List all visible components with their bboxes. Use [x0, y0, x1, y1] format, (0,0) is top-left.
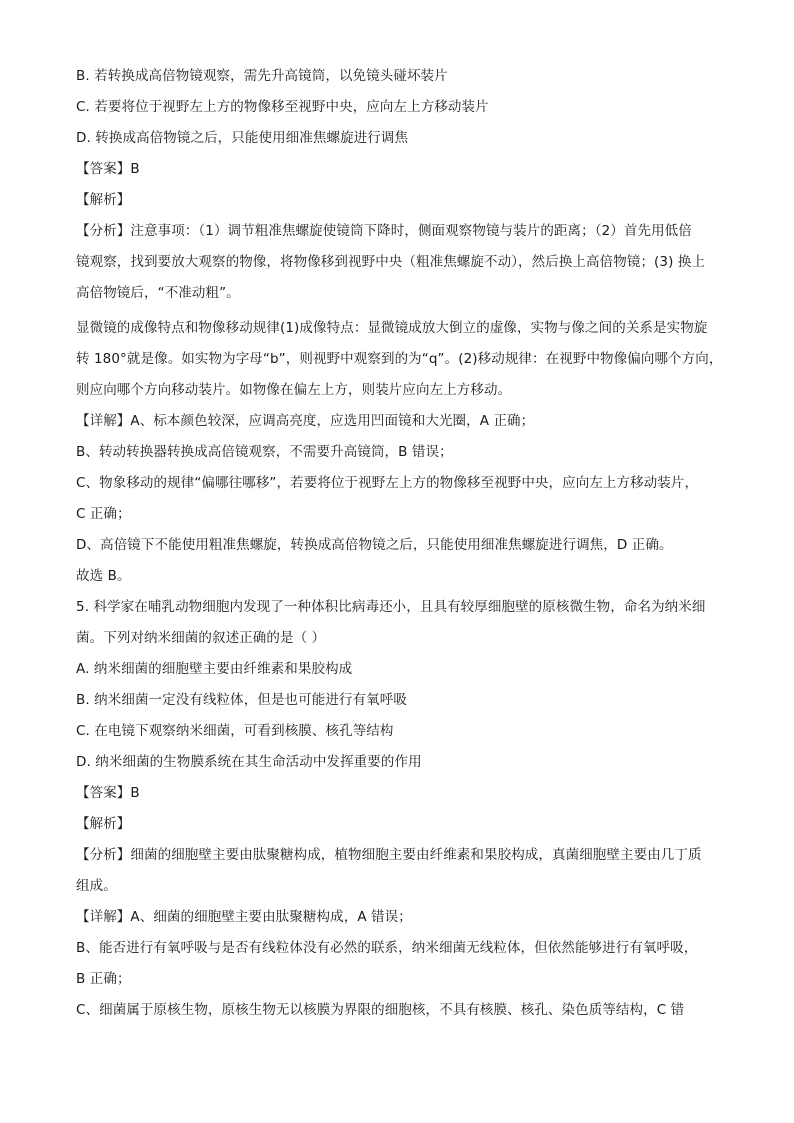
analysis-text-line: 【分析】注意事项：（1）调节粗准焦螺旋使镜筒下降时，侧面观察物镜与装片的距离；（2）首先用低倍: [76, 223, 692, 239]
microscope-text-line: 则应向哪个方向移动装片。如物像在偏左上方，则装片应向左上方移动。: [76, 382, 512, 398]
analysis-header: 【解析】: [76, 192, 131, 208]
option-b-line: B. 纳米细菌一定没有线粒体，但是也可能进行有氧呼吸: [76, 692, 407, 708]
detail-line: C 正确；: [76, 506, 131, 522]
option-c-line: C. 若要将位于视野左上方的物像移至视野中央，应向左上方移动装片: [76, 99, 489, 115]
answer-line: 【答案】B: [76, 161, 140, 177]
option-a-line: A. 纳米细菌的细胞壁主要由纤维素和果胶构成: [76, 661, 353, 677]
analysis-text-line: 镜观察，找到要放大观察的物像，将物像移到视野中央（粗准焦螺旋不动），然后换上高倍物镜；(3) 换上: [76, 254, 706, 270]
conclusion-line: 故选 B。: [76, 568, 131, 584]
detail-line: C、物象移动的规律“偏哪往哪移”，若要将位于视野左上方的物像移至视野中央，应向左上方移动装片，: [76, 475, 699, 491]
detail-line: D、高倍镜下不能使用粗准焦螺旋，转换成高倍物镜之后，只能使用细准焦螺旋进行调焦，D 正确。: [76, 537, 673, 553]
option-d-line: D. 转换成高倍物镜之后，只能使用细准焦螺旋进行调焦: [76, 130, 409, 146]
question-5-stem: 5. 科学家在哺乳动物细胞内发现了一种体积比病毒还小，且具有较厚细胞壁的原核微生物，命名为纳米细: [76, 599, 706, 615]
microscope-text-line: 转 180°就是像。如实物为字母“b”，则视野中观察到的为“q”。(2)移动规律：在视野中物像偏向哪个方向，: [76, 351, 723, 367]
detail-line: 【详解】A、细菌的细胞壁主要由肽聚糖构成，A 错误；: [76, 909, 412, 925]
answer-line: 【答案】B: [76, 785, 140, 801]
option-d-line: D. 纳米细菌的生物膜系统在其生命活动中发挥重要的作用: [76, 754, 422, 770]
option-c-line: C. 在电镜下观察纳米细菌，可看到核膜、核孔等结构: [76, 723, 394, 739]
analysis-text-line: 高倍物镜后，“不准动粗”。: [76, 285, 240, 301]
analysis-text-line: 组成。: [76, 878, 117, 894]
question-5-stem: 菌。下列对纳米细菌的叙述正确的是（ ）: [76, 630, 326, 646]
option-b-line: B. 若转换成高倍物镜观察，需先升高镜筒，以免镜头碰坏装片: [76, 68, 448, 84]
detail-line: C、细菌属于原核生物，原核生物无以核膜为界限的细胞核，不具有核膜、核孔、染色质等结构，C 错: [76, 1002, 685, 1018]
analysis-header: 【解析】: [76, 816, 131, 832]
detail-line: B、能否进行有氧呼吸与是否有线粒体没有必然的联系，纳米细菌无线粒体，但依然能够进行有氧呼吸，: [76, 940, 698, 956]
analysis-text-line: 【分析】细菌的细胞壁主要由肽聚糖构成，植物细胞主要由纤维素和果胶构成，真菌细胞壁主要由几丁质: [76, 847, 702, 863]
detail-line: 【详解】A、标本颜色较深，应调高亮度，应选用凹面镜和大光圈，A 正确；: [76, 413, 535, 429]
detail-line: B、转动转换器转换成高倍镜观察，不需要升高镜筒，B 错误；: [76, 444, 453, 460]
detail-line: B 正确；: [76, 971, 131, 987]
microscope-text-line: 显微镜的成像特点和物像移动规律(1)成像特点：显微镜成放大倒立的虚像，实物与像之间的关系是实物旋: [76, 320, 708, 336]
